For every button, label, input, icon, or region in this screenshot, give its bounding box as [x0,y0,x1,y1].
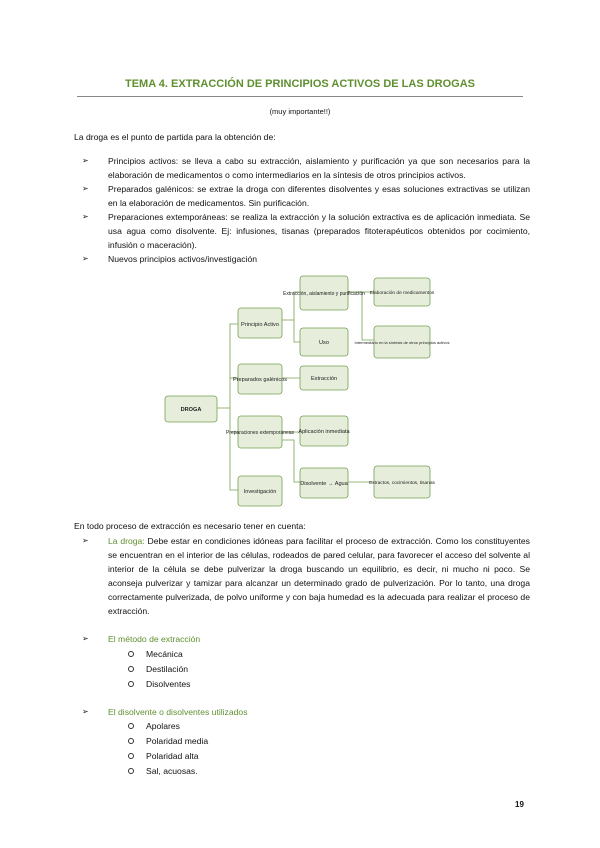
process-intro: En todo proceso de extracción es necesario tener en cuenta: [74,521,306,531]
diagram-label: Elaboración de medicamentos [369,291,435,296]
circle-bullet-icon [128,768,134,774]
list-item: Polaridad media [128,734,208,749]
diagram-label: Aplicación inmediata [298,429,350,435]
list-item: ➢ El disolvente o disolventes utilizados [82,707,248,717]
diagram-label: Disolvente → Agua [300,481,348,487]
diagram-label: Extractos, cocimientos, tisanas [369,481,435,486]
list-item: ➢ Preparaciones extemporáneas: se realiza la extracción y la solución extractiva es de aplicación inmediata. Se usa agua como disolvente. Ej: infusiones, tisanas (preparados fitoterapéuticos obtenidos por cocimiento, infusión o maceración). [82,212,531,250]
diagram-label: Uso [319,340,329,346]
list-item: Polaridad alta [128,749,208,764]
list-item: ➢ Preparados galénicos: se extrae la droga con diferentes disolventes y esas soluciones extractivas se utilizan en la elaboración de medicamentos. Sin purificación. [82,184,531,208]
solvent-sublist [128,719,208,779]
arrow-bullet-icon: ➢ [82,184,89,193]
diagram-label: Extracción [310,376,338,382]
arrow-bullet-icon: ➢ [82,536,89,545]
title-divider [77,96,523,97]
droga-diagram [160,270,450,510]
circle-bullet-icon [128,753,134,759]
list-item: ➢ La droga: Debe estar en condiciones idóneas para facilitar el proceso de extracción. Como los constituyentes se encuentran en el interior de las células, rodeados de pared celular, para favorecer el acceso del solvente al interior de la célula se debe pulverizar la droga buscando un equilibrio, es decir, ni mucho ni poco. Se aconseja pulverizar y tamizar para alcanzar un determinado grado de pulverización. Por lo tanto, una droga correctamente pulverizada, de polvo uniforme y con baja humedad es la adecuada para realizar el proceso de extracción. [82,536,530,616]
diagram-label: Preparaciones extemporáneas [225,430,295,436]
list-item: Disolventes [128,677,190,692]
list-item: Sal, acuosas. [128,764,208,779]
intro-paragraph: La droga es el punto de partida para la obtención de: [74,132,276,142]
list-item: ➢ Nuevos principios activos/investigación [82,254,258,264]
solvent-section [74,705,530,719]
page-number: 19 [515,800,524,809]
circle-bullet-icon [128,666,134,672]
droga-section [74,534,530,618]
page-subtitle: (muy importante!!) [269,107,331,116]
method-sublist [128,647,190,692]
diagram-label: DROGA [180,407,202,413]
arrow-bullet-icon: ➢ [82,707,89,716]
circle-bullet-icon [128,723,134,729]
arrow-bullet-icon: ➢ [82,156,89,165]
list-item: ➢ Principios activos: se lleva a cabo su extracción, aislamiento y purificación ya que son necesarios para la elaboración de medicamentos o como intermediarios en la síntesis de otros principios activos. [82,156,531,180]
method-section [74,632,530,646]
circle-bullet-icon [128,738,134,744]
diagram-label: Intermediario en la síntesis de otros principios activos [354,340,450,345]
arrow-bullet-icon: ➢ [82,212,89,221]
list-item: Mecánica [128,647,190,662]
page-title: TEMA 4. EXTRACCIÓN DE PRINCIPIOS ACTIVOS DE LAS DROGAS [125,78,475,90]
list-item: Destilación [128,662,190,677]
diagram-label: Extracción, aislamiento y purificación [283,291,365,297]
list-item: ➢ El método de extracción [82,634,201,644]
arrow-bullet-icon: ➢ [82,254,89,263]
arrow-bullet-icon: ➢ [82,634,89,643]
list-item: Apolares [128,719,208,734]
diagram-label: Preparados galénicos [232,377,288,383]
circle-bullet-icon [128,681,134,687]
sources-list [74,154,530,266]
circle-bullet-icon [128,651,134,657]
diagram-label: Principio Activo [241,322,279,328]
diagram-label: Investigación [243,489,277,495]
